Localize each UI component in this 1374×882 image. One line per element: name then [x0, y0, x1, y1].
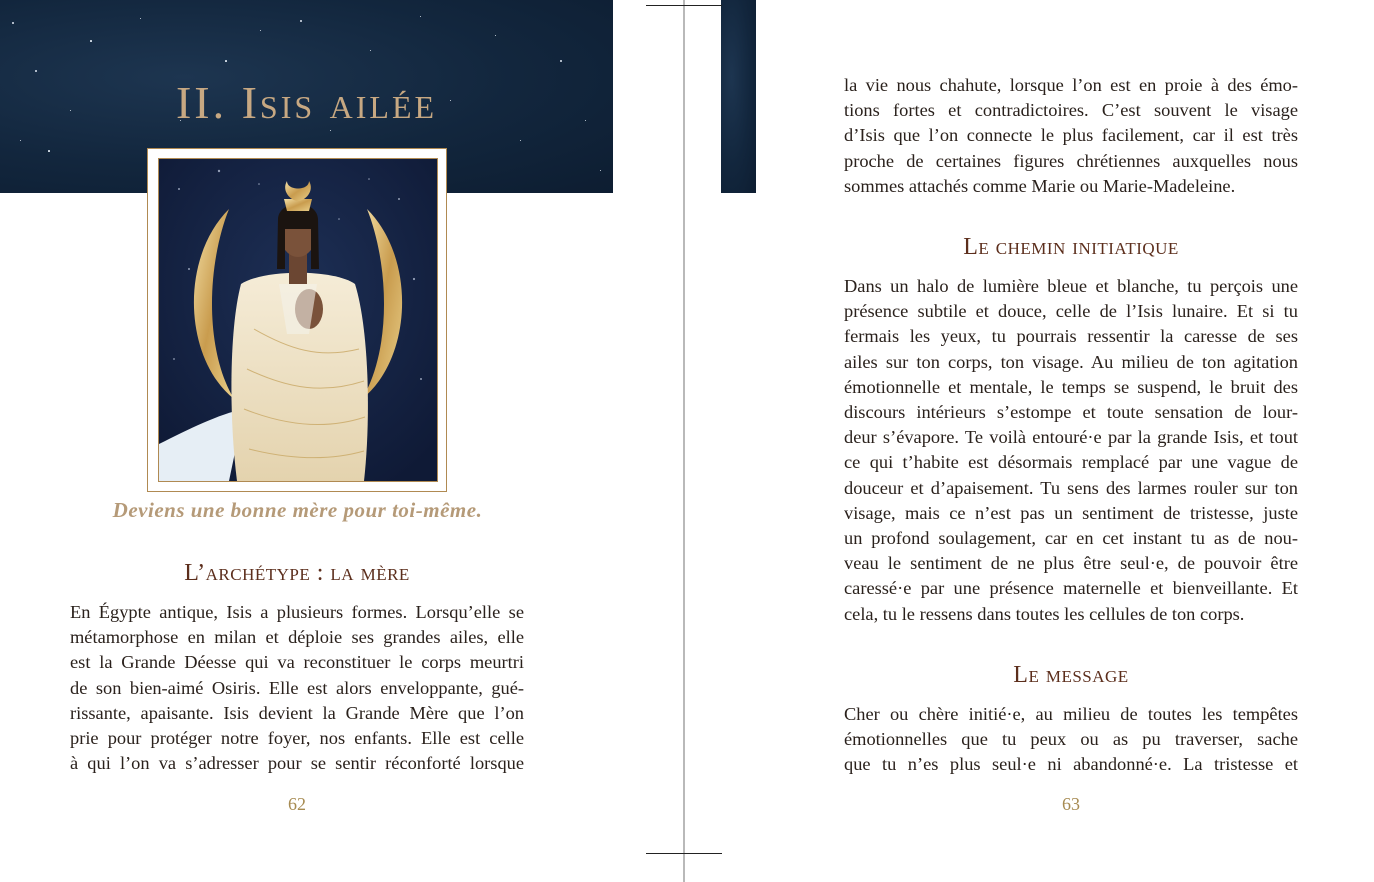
- star-dot: [140, 18, 141, 19]
- section-heading-chemin: Le chemin initiatique: [963, 234, 1179, 260]
- text-line: douceur et d’apaisement. Tu sens des larmes rouler sur ton: [844, 477, 1298, 498]
- star-dot: [600, 170, 601, 171]
- text-line: Dans un halo de lumière bleue et blanche, tu perçois une: [844, 276, 1298, 296]
- text-line: En Égypte antique, Isis a plusieurs formes. Lorsqu’elle se: [70, 602, 524, 622]
- star-dot: [20, 140, 21, 141]
- card-tagline: Deviens une bonne mère pour toi-même.: [112, 498, 483, 522]
- text-line: fermais les yeux, tu pourrais ressentir la caresse de ses: [844, 326, 1298, 347]
- text-line: d’Isis que l’on connecte le plus facilement, car il est très: [844, 125, 1298, 146]
- text-line: cela, tu le ressens dans toutes les cellules de ton corps.: [844, 603, 1245, 624]
- text-line: à qui l’on va s’adresser pour se sentir réconforté lorsque: [70, 753, 524, 774]
- intro-paragraph: [844, 73, 1298, 199]
- text-line: métamorphose en milan et déploie ses grandes ailes, elle: [70, 627, 524, 648]
- star-dot: [520, 140, 521, 141]
- page-number-left: 62: [288, 794, 306, 814]
- text-line: la vie nous chahute, lorsque l’on est en proie à des émo-: [844, 75, 1298, 95]
- message-paragraph: [844, 702, 1298, 778]
- crop-mark-top: [646, 5, 722, 6]
- star-dot: [300, 20, 302, 22]
- text-line: de son bien-aimé Osiris. Elle est alors enveloppante, gué-: [70, 677, 524, 698]
- star-dot: [260, 30, 261, 31]
- text-line: prie pour protéger notre foyer, nos enfants. Elle est celle: [70, 728, 524, 749]
- text-line: un profond soulagement, car en cet instant tu as de nou-: [844, 528, 1298, 549]
- text-line: ce qui t’habite est désormais remplacé par une vague de: [844, 452, 1298, 473]
- text-line: caressé·e par une présence maternelle et bienveillante. Et: [844, 578, 1298, 599]
- text-line: émotionnelle et mentale, le temps se suspend, le bruit des: [844, 376, 1298, 397]
- text-line: rissante, apaisante. Isis devient la Grande Mère que l’on: [70, 702, 524, 723]
- star-dot: [12, 22, 14, 24]
- crop-mark-bottom: [646, 853, 722, 854]
- text-line: que tu n’es plus seul·e ni abandonné·e. La tristesse et: [844, 754, 1298, 775]
- text-line: proche de certaines figures chrétiennes auxquelles nous: [844, 150, 1298, 171]
- star-dot: [420, 16, 421, 17]
- star-dot: [560, 60, 562, 62]
- gutter-line: [683, 0, 685, 882]
- star-dot: [370, 50, 371, 51]
- text-line: sommes attachés comme Marie ou Marie-Madeleine.: [844, 175, 1236, 196]
- text-line: deur s’évapore. Te voilà entouré·e par la grande Isis, et tout: [844, 427, 1298, 448]
- page-title: II. Isis ailée: [175, 77, 438, 128]
- archetype-paragraph: [70, 600, 524, 776]
- text-line: est la Grande Déesse qui va reconstituer le corps meurtri: [70, 652, 524, 673]
- text-line: présence subtile et douce, celle de l’Isis lunaire. Et si tu: [844, 301, 1298, 322]
- isis-illustration: [159, 159, 437, 481]
- chemin-paragraph: [844, 274, 1298, 627]
- text-line: émotionnelles que tu peux ou as pu traverser, sache: [844, 729, 1298, 750]
- text-line: veau le sentiment de ne plus être seul·e, de pouvoir être: [844, 553, 1298, 574]
- text-line: Cher ou chère initié·e, au milieu de toutes les tempêtes: [844, 704, 1298, 724]
- star-dot: [48, 150, 50, 152]
- text-line: tions fortes et contradictoires. C’est souvent le visage: [844, 100, 1298, 121]
- section-heading-message: Le message: [1013, 662, 1129, 688]
- star-dot: [330, 130, 331, 131]
- text-line: visage, mais ce n’est pas un sentiment de tristesse, juste: [844, 502, 1298, 523]
- text-line: ailes sur ton corps, ton visage. Au milieu de ton agitation: [844, 351, 1298, 372]
- star-dot: [225, 60, 227, 62]
- card-illustration: [158, 158, 438, 482]
- page-number-right: 63: [1062, 794, 1080, 814]
- star-dot: [90, 40, 92, 42]
- section-heading-archetype: L’archétype : la mère: [184, 560, 410, 586]
- night-sky-banner-right: [721, 0, 756, 193]
- star-dot: [35, 70, 37, 72]
- text-line: discours intérieurs s’estompe et toute sensation de lour-: [844, 402, 1298, 423]
- star-dot: [495, 35, 496, 36]
